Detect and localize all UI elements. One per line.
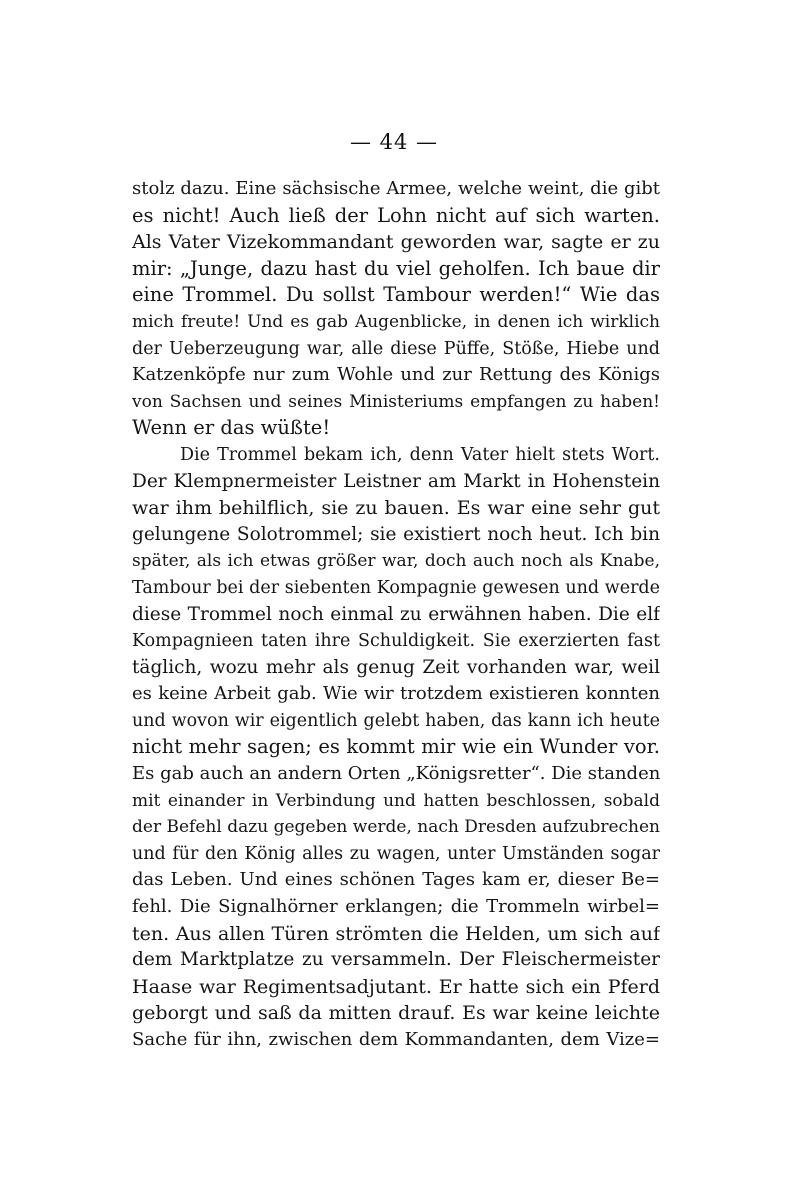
text-line: und wovon wir eigentlich gelebt haben, das kann ich heute	[132, 710, 660, 731]
text-line: Als Vater Vizekommandant geworden war, sagte er zu	[132, 231, 660, 254]
text-line: von Sachsen und seines Ministeriums empfangen zu haben!	[132, 391, 660, 412]
paragraph-2	[132, 442, 660, 1054]
text-line: stolz dazu. Eine sächsische Armee, welche weint, die gibt	[132, 178, 660, 199]
body-text	[132, 176, 660, 1054]
text-line: ten. Aus allen Türen strömten die Helden, um sich auf	[132, 922, 660, 945]
text-line: eine Trommel. Du sollst Tambour werden!“ Wie das	[132, 283, 660, 307]
text-line: Es gab auch an andern Orten „Königsretter“. Die standen	[132, 763, 660, 785]
text-line: Sache für ihn, zwischen dem Kommandanten, dem Vize=	[132, 1029, 660, 1050]
text-line: Die Trommel bekam ich, denn Vater hielt stets Wort.	[180, 444, 660, 465]
text-line: es nicht! Auch ließ der Lohn nicht auf sich warten.	[132, 203, 660, 227]
text-line: Tambour bei der siebenten Kompagnie gewesen und werde	[132, 577, 660, 598]
text-line: geborgt und saß da mitten drauf. Es war keine leichte	[132, 1002, 660, 1025]
text-line: mit einander in Verbindung und hatten beschlossen, sobald	[132, 790, 660, 811]
text-line: dem Marktplatze zu versammeln. Der Fleischermeister	[132, 949, 660, 971]
text-line: das Leben. Und eines schönen Tages kam er, dieser Be=	[132, 869, 660, 891]
text-line: mir: „Junge, dazu hast du viel geholfen. Ich baue dir	[132, 256, 660, 280]
text-line: der Befehl dazu gegeben werde, nach Dresden aufzubrechen	[132, 817, 660, 838]
text-line: Kompagnieen taten ihre Schuldigkeit. Sie exerzierten fast	[132, 631, 660, 652]
text-line: täglich, wozu mehr als genug Zeit vorhanden war, weil	[132, 656, 660, 678]
page-number: — 44 —	[349, 130, 439, 154]
text-line: Wenn er das wüßte!	[132, 416, 331, 440]
paragraph-1	[132, 176, 660, 442]
text-line: es keine Arbeit gab. Wie wir trotzdem existieren konnten	[132, 683, 660, 705]
text-line: nicht mehr sagen; es kommt mir wie ein Wunder vor.	[132, 735, 660, 759]
text-line: diese Trommel noch einmal zu erwähnen haben. Die elf	[132, 603, 660, 625]
text-line: mich freute! Und es gab Augenblicke, in denen ich wirklich	[132, 311, 660, 332]
text-line: Der Klempnermeister Leistner am Markt in Hohenstein	[132, 470, 660, 492]
text-line: der Ueberzeugung war, alle diese Püffe, Stöße, Hiebe und	[132, 338, 660, 359]
text-line: war ihm behilflich, sie zu bauen. Es war eine sehr gut	[132, 497, 660, 520]
text-line: Katzenköpfe nur zum Wohle und zur Rettung des Königs	[132, 364, 660, 386]
text-line: und für den König alles zu wagen, unter Umständen sogar	[132, 843, 660, 864]
text-line: Haase war Regimentsadjutant. Er hatte sich ein Pferd	[132, 975, 660, 998]
text-line: fehl. Die Signalhörner erklangen; die Trommeln wirbel=	[132, 896, 660, 918]
text-line: später, als ich etwas größer war, doch auch noch als Knabe,	[132, 551, 660, 572]
text-line: gelungene Solotrommel; sie existiert noch heut. Ich bin	[132, 523, 660, 545]
